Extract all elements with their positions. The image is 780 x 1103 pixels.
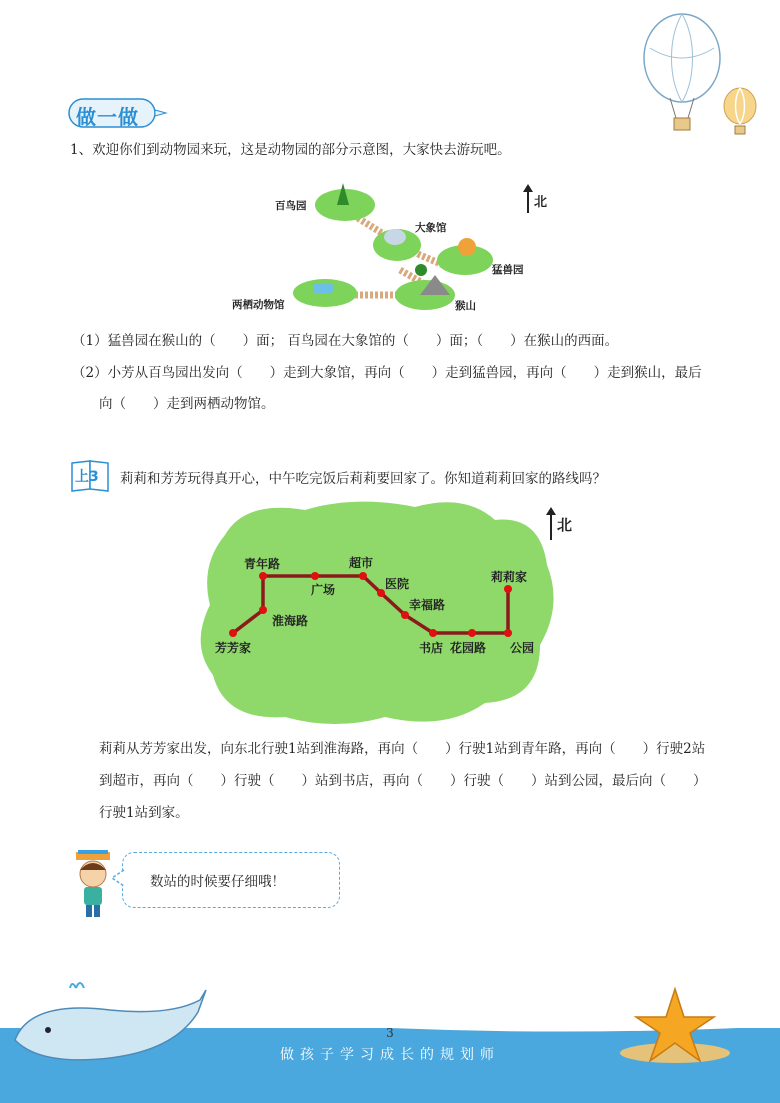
route-map [195,495,565,730]
zoo-label-beast-park: 猛兽园 [492,264,524,276]
label-huaihai-rd: 淮海路 [272,614,309,628]
hot-air-balloons-illustration [640,8,770,138]
question-1-part-1: （1）猛兽园在猴山的（ ）面； 百鸟园在大象馆的（ ）面；（ ）在猴山的西面。 [72,333,619,349]
label-hospital: 医院 [385,577,410,591]
question-1-part-2-line-1: （2）小芳从百鸟园出发向（ ）走到大象馆，再向（ ）走到猛兽园，再向（ ）走到猴山，最后 [72,365,702,381]
north-label-2: 北 [557,516,573,534]
tip-text: 数站的时候要仔细哦！ [150,874,285,890]
question-2-intro: 莉莉和芳芳玩得真开心，中午吃完饭后莉莉要回家了。你知道莉莉回家的路线吗？ [120,471,606,487]
speech-bubble-tail [110,868,126,888]
zoo-label-monkey-hill: 猴山 [455,300,476,312]
page-number: 3 [386,1026,394,1040]
stop-lili-home [504,585,512,593]
stop-fangfang-home [229,629,237,637]
label-park: 公园 [510,641,535,655]
footer-slogan: 做孩子学习成长的规划师 [280,1047,500,1063]
stop-qingnian-rd [259,572,267,580]
north-arrow-icon-2 [545,506,557,540]
zoo-label-amphibian-hall: 两栖动物馆 [232,299,285,311]
zoo-label-bird-park: 百鸟园 [275,200,307,212]
stop-hospital [377,589,385,597]
stop-huayuan-rd [468,629,476,637]
stop-park [504,629,512,637]
zoo-label-elephant-hall: 大象馆 [415,222,447,234]
stop-square [311,572,319,580]
label-xingfu-rd: 幸福路 [409,598,446,612]
label-huayuan-rd: 花园路 [450,641,487,655]
stop-huaihai-rd [259,606,267,614]
question-1-intro: 1、欢迎你们到动物园来玩，这是动物园的部分示意图，大家快去游玩吧。 [70,142,511,158]
label-lili-home: 莉莉家 [491,570,528,584]
label-supermarket: 超市 [349,556,374,570]
label-bookstore: 书店 [419,641,444,655]
question-2-badge: 上3 [75,469,99,485]
question-2-line-1: 莉莉从芳芳家出发，向东北行驶1站到淮海路，再向（ ）行驶1站到青年路，再向（ ）行驶2站 [99,741,706,757]
north-label: 北 [534,195,548,210]
stop-xingfu-rd [401,611,409,619]
stop-supermarket [359,572,367,580]
label-qingnian-rd: 青年路 [244,557,281,571]
label-square: 广场 [311,583,336,597]
question-2-line-3: 行驶1站到家。 [99,805,189,821]
north-arrow-icon [522,183,534,213]
stop-bookstore [429,629,437,637]
question-2-line-2: 到超市，再向（ ）行驶（ ）站到书店，再向（ ）行驶（ ）站到公园，最后向（ ） [99,773,707,789]
label-fangfang-home: 芳芳家 [215,641,252,655]
section-title: 做一做 [76,105,139,129]
question-1-part-2-line-2: 向（ ）走到两栖动物馆。 [99,396,275,412]
